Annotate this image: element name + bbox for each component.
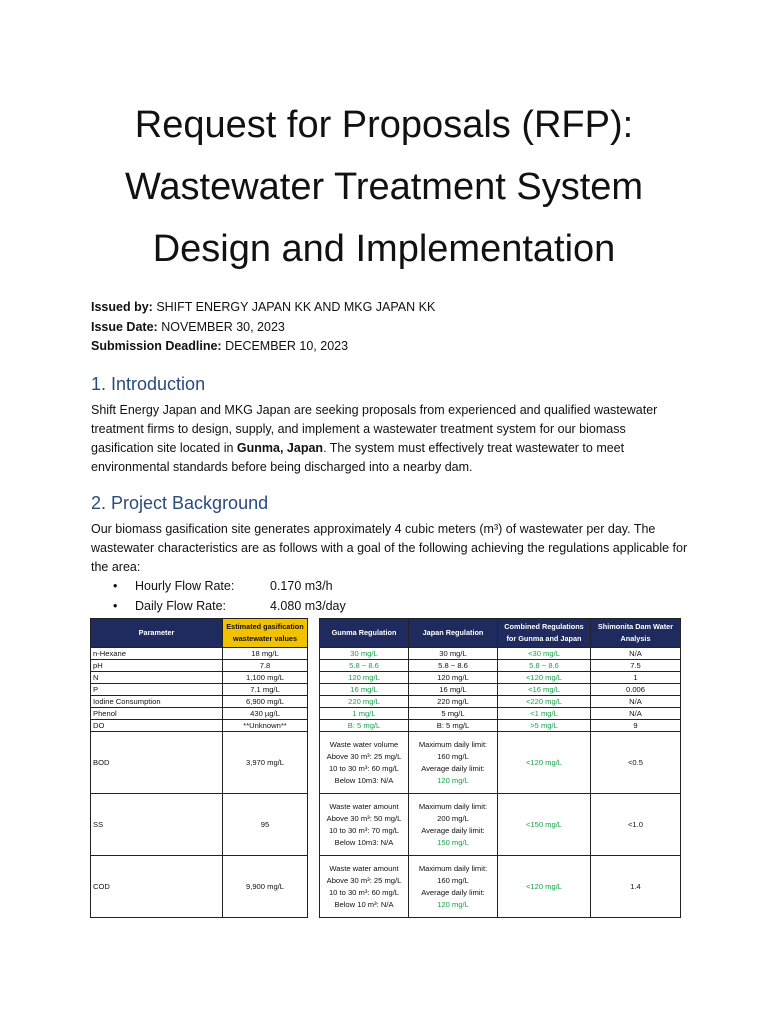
gunma-line: Below 10m3: N/A xyxy=(334,837,394,847)
intro-heading: 1. Introduction xyxy=(91,374,206,394)
japan-cell xyxy=(409,794,498,856)
japan-line: Average daily limit: xyxy=(421,825,485,835)
gunma-line: Above 30 m³: 25 mg/L xyxy=(326,751,402,761)
parameter-cell: P xyxy=(91,684,223,696)
gunma-cell: 16 mg/L xyxy=(320,684,409,696)
parameter-cell: Phenol xyxy=(91,708,223,720)
parameter-cell: BOD xyxy=(91,732,223,794)
gunma-cell: 30 mg/L xyxy=(320,648,409,660)
gunma-line: Waste water amount xyxy=(329,801,399,811)
estimated-cell: 18 mg/L xyxy=(223,648,308,660)
gunma-line: Below 10m3: N/A xyxy=(334,775,394,785)
header-combined: Combined Regulations for Gunma and Japan xyxy=(498,619,591,648)
flow-rate-list xyxy=(113,577,346,616)
japan-line: 120 mg/L xyxy=(437,899,469,909)
parameter-cell: pH xyxy=(91,660,223,672)
gunma-cell xyxy=(320,794,409,856)
estimated-cell: 95 xyxy=(223,794,308,856)
bullet-value: 4.080 m3/day xyxy=(270,598,346,613)
gunma-cell xyxy=(320,732,409,794)
japan-line: Maximum daily limit: xyxy=(418,863,488,873)
deadline-value: DECEMBER 10, 2023 xyxy=(225,339,349,353)
parameter-cell: Iodine Consumption xyxy=(91,696,223,708)
table-row xyxy=(91,856,681,918)
combined-cell: <30 mg/L xyxy=(498,648,591,660)
gunma-cell xyxy=(320,856,409,918)
shimonita-cell: N/A xyxy=(591,648,681,660)
estimated-cell: 7.1 mg/L xyxy=(223,684,308,696)
gunma-line: 10 to 30 m³: 60 mg/L xyxy=(328,887,400,897)
japan-cell: 120 mg/L xyxy=(409,672,498,684)
parameter-cell: COD xyxy=(91,856,223,918)
table-row xyxy=(91,720,681,732)
combined-cell: <150 mg/L xyxy=(498,794,591,856)
combined-cell: <120 mg/L xyxy=(498,672,591,684)
japan-cell: 5 mg/L xyxy=(409,708,498,720)
japan-line: Maximum daily limit: xyxy=(418,739,488,749)
gunma-line: Below 10 m³: N/A xyxy=(334,899,394,909)
combined-cell: >5 mg/L xyxy=(498,720,591,732)
estimated-cell: 7.8 xyxy=(223,660,308,672)
table-row xyxy=(91,732,681,794)
gunma-line: 10 to 30 m³: 70 mg/L xyxy=(328,825,400,835)
table-header-row xyxy=(91,619,681,648)
shimonita-cell: 9 xyxy=(591,720,681,732)
bullet-label: Hourly Flow Rate: xyxy=(135,579,235,593)
japan-line: 200 mg/L xyxy=(437,813,469,823)
intro-text-end: . The system must effectively treat wastewater to meet environmental standards before being discharged into a nearby dam. xyxy=(91,441,625,474)
japan-cell xyxy=(409,856,498,918)
combined-cell: 5.8 ~ 8.6 xyxy=(498,660,591,672)
gunma-line: Above 30 m³: 50 mg/L xyxy=(326,813,402,823)
japan-cell: 30 mg/L xyxy=(409,648,498,660)
intro-paragraph xyxy=(91,401,691,477)
table-row xyxy=(91,794,681,856)
combined-cell: <16 mg/L xyxy=(498,684,591,696)
table-row xyxy=(91,672,681,684)
wastewater-table xyxy=(90,618,681,918)
issue-date-label: Issue Date: xyxy=(91,319,158,334)
gunma-cell: 220 mg/L xyxy=(320,696,409,708)
title-line-1: Request for Proposals (RFP): xyxy=(134,104,634,146)
issued-by-label: Issued by: xyxy=(91,300,153,314)
table-row xyxy=(91,708,681,720)
document-title xyxy=(60,94,708,280)
parameter-cell: N xyxy=(91,672,223,684)
header-parameter: Parameter xyxy=(91,619,223,648)
gunma-line: Waste water volume xyxy=(329,739,399,749)
gunma-line: Above 30 m³: 25 mg/L xyxy=(326,875,402,885)
list-item xyxy=(113,597,346,617)
header-estimated: Estimated gasification wastewater values xyxy=(223,619,308,648)
header-shimonita: Shimonita Dam Water Analysis xyxy=(591,619,681,648)
gunma-line: 10 to 30 m³: 60 mg/L xyxy=(328,763,400,773)
shimonita-cell: <0.5 xyxy=(591,732,681,794)
table-row xyxy=(91,660,681,672)
estimated-cell: 3,970 mg/L xyxy=(223,732,308,794)
japan-cell: B: 5 mg/L xyxy=(409,720,498,732)
spacer-cell xyxy=(308,856,320,918)
japan-line: Average daily limit: xyxy=(421,887,485,897)
issue-info xyxy=(91,298,435,357)
table-row xyxy=(91,648,681,660)
bullet-value: 0.170 m3/h xyxy=(270,579,333,593)
parameter-cell: n-Hexane xyxy=(91,648,223,660)
issue-date-value: NOVEMBER 30, 2023 xyxy=(161,319,285,334)
spacer-cell xyxy=(308,708,320,720)
japan-cell: 220 mg/L xyxy=(409,696,498,708)
spacer-cell xyxy=(308,672,320,684)
estimated-cell: 430 µg/L xyxy=(223,708,308,720)
combined-cell: <120 mg/L xyxy=(498,856,591,918)
intro-text-start: Shift Energy Japan and MKG Japan are seeking proposals from experienced and qualified wastewater treatment firms to design, supply, and implement a wastewater treatment system for our biomass gasification site located in xyxy=(91,403,658,455)
japan-line: 120 mg/L xyxy=(437,775,469,785)
bullet-icon: • xyxy=(113,579,118,593)
shimonita-cell: N/A xyxy=(591,708,681,720)
combined-cell: <220 mg/L xyxy=(498,696,591,708)
spacer-cell xyxy=(308,732,320,794)
spacer-cell xyxy=(308,720,320,732)
table-row xyxy=(91,684,681,696)
shimonita-cell: 1 xyxy=(591,672,681,684)
spacer-cell xyxy=(308,648,320,660)
background-paragraph: Our biomass gasification site generates approximately 4 cubic meters (m³) of wastewater per day. The wastewater characteristics are as follows with a goal of the following achieving the regulations applicable for the area: xyxy=(91,522,688,574)
header-spacer xyxy=(308,619,320,648)
spacer-cell xyxy=(308,660,320,672)
intro-location: Gunma, Japan xyxy=(236,441,324,455)
estimated-cell: 1,100 mg/L xyxy=(223,672,308,684)
parameter-cell: DO xyxy=(91,720,223,732)
table-row xyxy=(91,696,681,708)
spacer-cell xyxy=(308,684,320,696)
gunma-cell: 5.8 ~ 8.6 xyxy=(320,660,409,672)
shimonita-cell: N/A xyxy=(591,696,681,708)
japan-line: Maximum daily limit: xyxy=(418,801,488,811)
japan-cell xyxy=(409,732,498,794)
spacer-cell xyxy=(308,696,320,708)
gunma-cell: B: 5 mg/L xyxy=(320,720,409,732)
title-line-3: Design and Implementation xyxy=(152,228,616,270)
japan-line: 160 mg/L xyxy=(437,875,469,885)
parameter-cell: SS xyxy=(91,794,223,856)
header-gunma: Gunma Regulation xyxy=(320,619,409,648)
header-japan: Japan Regulation xyxy=(409,619,498,648)
background-heading: 2. Project Background xyxy=(91,493,269,513)
japan-line: Average daily limit: xyxy=(421,763,485,773)
list-item xyxy=(113,577,346,597)
shimonita-cell: 7.5 xyxy=(591,660,681,672)
estimated-cell: **Unknown** xyxy=(223,720,308,732)
estimated-cell: 9,900 mg/L xyxy=(223,856,308,918)
japan-line: 160 mg/L xyxy=(437,751,469,761)
bullet-label: Daily Flow Rate: xyxy=(135,598,226,613)
issued-by-value: SHIFT ENERGY JAPAN KK AND MKG JAPAN KK xyxy=(156,300,436,314)
deadline-label: Submission Deadline: xyxy=(91,339,222,353)
gunma-cell: 120 mg/L xyxy=(320,672,409,684)
shimonita-cell: <1.0 xyxy=(591,794,681,856)
combined-cell: <1 mg/L xyxy=(498,708,591,720)
title-line-2: Wastewater Treatment System xyxy=(124,166,644,208)
shimonita-cell: 1.4 xyxy=(591,856,681,918)
japan-line: 150 mg/L xyxy=(437,837,469,847)
japan-cell: 5.8 ~ 8.6 xyxy=(409,660,498,672)
japan-cell: 16 mg/L xyxy=(409,684,498,696)
bullet-icon: • xyxy=(113,598,118,613)
spacer-cell xyxy=(308,794,320,856)
gunma-line: Waste water amount xyxy=(329,863,399,873)
gunma-cell: 1 mg/L xyxy=(320,708,409,720)
shimonita-cell: 0.006 xyxy=(591,684,681,696)
estimated-cell: 6,900 mg/L xyxy=(223,696,308,708)
combined-cell: <120 mg/L xyxy=(498,732,591,794)
